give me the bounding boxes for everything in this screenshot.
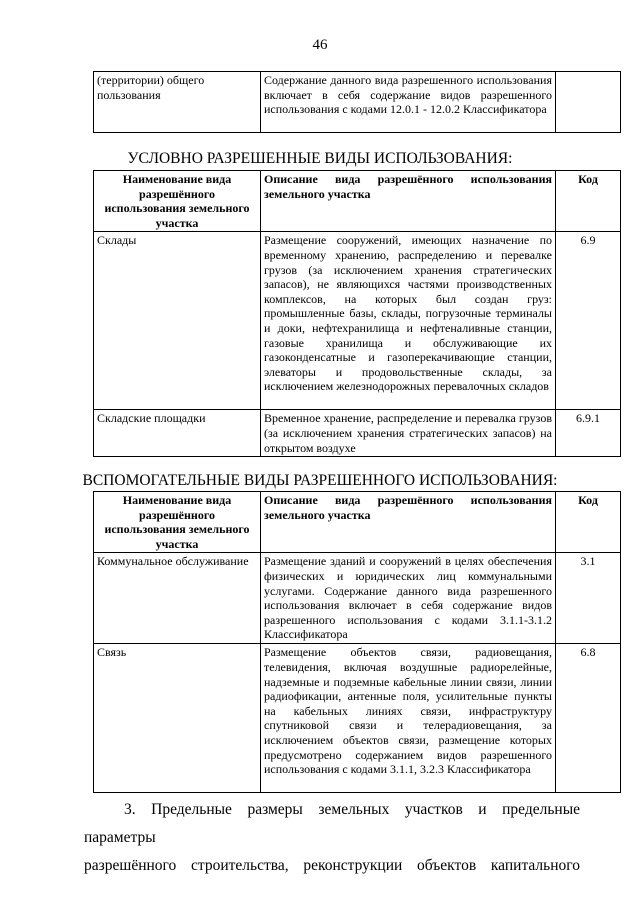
- header-code: Код: [556, 171, 621, 232]
- use-description-cell: Содержание данного вида разрешенного использования включает в себя содержание видов разрешенного использования с кодами 12.0.1 - 12.0.2 Классификатора: [261, 72, 556, 133]
- auxiliary-uses-heading: ВСПОМОГАТЕЛЬНЫЕ ВИДЫ РАЗРЕШЕННОГО ИСПОЛЬЗОВАНИЯ:: [82, 472, 558, 489]
- header-name: Наименование вида разрешённого использования земельного участка: [94, 171, 261, 232]
- conditional-uses-table: [93, 170, 621, 457]
- section-paragraph: [84, 796, 580, 880]
- use-description-cell: Размещение сооружений, имеющих назначение по временному хранению, распределению и перевалке грузов (за исключением хранения стратегических запасов), не являющихся частями производственных комплексов, на которых был создан груз: промышленные базы, склады, погрузочные терминалы и доки, нефтехранилища и нефтеналивные станции, газовые хранилища и обслуживающие их газоконденсатные и газоперекачивающие станции, элеваторы и продовольственные склады, за исключением железнодорожных перевалочных складов: [261, 232, 556, 410]
- table-row: [94, 410, 621, 457]
- header-code: Код: [556, 492, 621, 553]
- use-name-cell: (территории) общего пользования: [94, 72, 261, 133]
- use-name-cell: Склады: [94, 232, 261, 410]
- use-name-cell: Складские площадки: [94, 410, 261, 457]
- use-description-cell: Временное хранение, распределение и перевалка грузов (за исключением хранения стратегических запасов) на открытом воздухе: [261, 410, 556, 457]
- continuation-table: [93, 71, 621, 133]
- use-description-cell: Размещение зданий и сооружений в целях обеспечения физических и юридических лиц коммунальными услугами. Содержание данного вида разрешенного использования включает в себя содержание видов разрешенного использования с кодами 3.1.1-3.1.2 Классификатора: [261, 553, 556, 644]
- conditional-uses-heading: УСЛОВНО РАЗРЕШЕННЫЕ ВИДЫ ИСПОЛЬЗОВАНИЯ:: [127, 150, 513, 167]
- page-number: 46: [312, 37, 328, 53]
- header-description: Описание вида разрешённого использования земельного участка: [261, 171, 556, 232]
- table-row: [94, 644, 621, 793]
- table-header-row: [94, 171, 621, 232]
- table-row: [94, 553, 621, 644]
- use-name-cell: Связь: [94, 644, 261, 793]
- use-code-cell: 6.9.1: [556, 410, 621, 457]
- use-description-cell: Размещение объектов связи, радиовещания, телевидения, включая воздушные радиорелейные, надземные и подземные кабельные линии связи, линии радиофикации, антенные поля, усилительные пункты на кабельных линиях связи, инфраструктуру спутниковой связи и телерадиовещания, за исключением объектов связи, размещение которых предусмотрено содержанием видов разрешенного использования с кодами 3.1.1, 3.2.3 Классификатора: [261, 644, 556, 793]
- paragraph-line: разрешённого строительства, реконструкции объектов капитального: [84, 857, 580, 874]
- table-row: [94, 72, 621, 133]
- paragraph-line: 3. Предельные размеры земельных участков и предельные параметры: [84, 801, 580, 846]
- table-header-row: [94, 492, 621, 553]
- header-name: Наименование вида разрешённого использования земельного участка: [94, 492, 261, 553]
- auxiliary-uses-table: [93, 491, 621, 793]
- use-code-cell: 6.9: [556, 232, 621, 410]
- header-description: Описание вида разрешённого использования земельного участка: [261, 492, 556, 553]
- table-row: [94, 232, 621, 410]
- use-name-cell: Коммунальное обслуживание: [94, 553, 261, 644]
- use-code-cell: 3.1: [556, 553, 621, 644]
- use-code-cell: [556, 72, 621, 133]
- use-code-cell: 6.8: [556, 644, 621, 793]
